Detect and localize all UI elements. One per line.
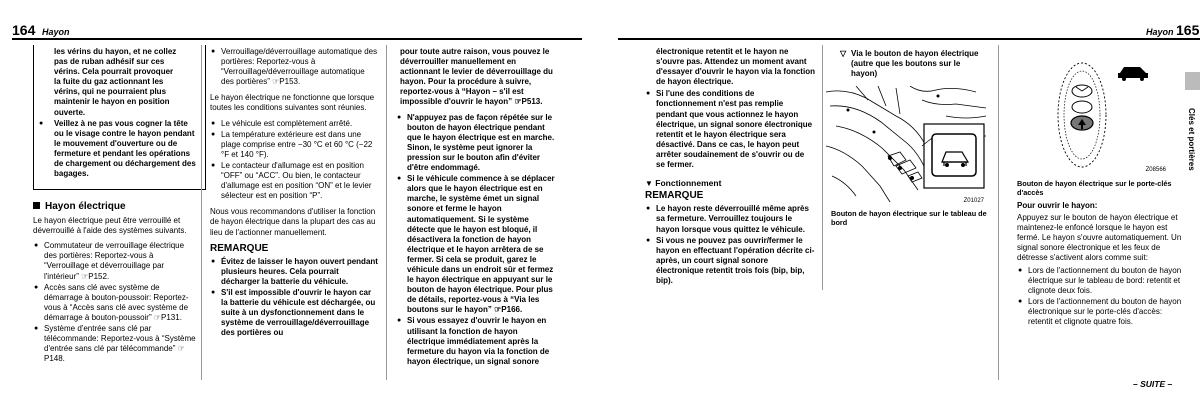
open-paragraph: Appuyez sur le bouton de hayon électrique et maintenez-le enfoncé lorsque le hayon est fermé. Le hayon s'ouvre automatiquement. Un signal sonore électronique et les feux de détresse s'activent alors comme suit: (1017, 213, 1182, 263)
side-tab-label: Clés et portières (1187, 108, 1196, 171)
warning-box (33, 45, 206, 190)
dashboard-figure (826, 86, 988, 204)
warning-line: les vérins du hayon, et ne collez (54, 47, 177, 56)
conditions-list (210, 119, 378, 202)
list-item: ● Système d'entrée sans clé par télécommande: Reportez-vous à “Système d'entrée sans clé par télécommande” ☞P148. (33, 324, 196, 364)
auto-lock-list (210, 47, 378, 87)
list-item: ● La température extérieure est dans une plage comprise entre −30 °C et 60 °C (−22 °F et 140 °F). (210, 130, 378, 160)
subsection-heading (645, 178, 815, 189)
remarque-heading: REMARQUE (645, 190, 704, 202)
continue-marker: – SUITE – (1133, 379, 1173, 389)
triangle-outline-icon: ▽ (840, 49, 847, 58)
right-page-number: 165 (1176, 22, 1200, 38)
keyfob-illustration (1012, 57, 1176, 173)
list-item: ● Si l'une des conditions de fonctionnement n'est pas remplie pendant que vous actionnez le hayon électrique, un signal sonore électronique retentit et le hayon électrique sera désactivé. Dans ce cas, le hayon peut arrêter soudainement de s'ouvrir ou de se fermer. (645, 89, 815, 170)
keyfob-figure (1012, 57, 1176, 173)
column-divider (822, 45, 823, 290)
list-item: ● Si le véhicule commence à se déplacer alors que le hayon électrique est en marche, le système émet un signal sonore et ferme le hayon automatiquement. Si le système détecte que le hayon est bloqué, il désactivera la fonction de hayon électrique et le hayon arrêtera de se fermer. Si cela se produit, garez le véhicule dans un endroit sûr et fermez le hayon électrique en appuyant sur le bouton de hayon électrique. Pour plus de détails, reportez-vous à “Via les boutons sur le hayon” ☞P166. (396, 174, 556, 315)
continued-paragraph: électronique retentit et le hayon ne s'ouvre pas. Attendez un moment avant d'essayer d'ouvrir le hayon via la fonction de hayon électrique. (656, 47, 815, 87)
column-divider (386, 45, 387, 380)
remarque-list (645, 204, 815, 286)
remarque-list-continued (396, 113, 556, 367)
left-column-3 (396, 47, 556, 368)
warning-line: vérins. Cela pourrait provoquer (54, 67, 174, 77)
warning-line: ouverte. (54, 107, 86, 117)
warning-line: vérins, qui ne pourraient plus (54, 87, 167, 97)
left-header-rule (12, 38, 582, 40)
section-heading (33, 202, 196, 212)
subsection-heading-text: Fonctionnement (655, 178, 722, 189)
right-header-rule (618, 38, 1200, 40)
conditions-intro: Le hayon électrique ne fonctionne que lorsque toutes les conditions suivantes sont réunies. (210, 93, 375, 113)
conditions-warning-list (645, 89, 815, 170)
intro-paragraph: Le hayon électrique peut être verrouillé et déverrouillé à l'aide des systèmes suivants. (33, 216, 187, 236)
column-divider (998, 45, 999, 380)
left-page-number: 164 (12, 22, 36, 38)
left-column-1 (33, 196, 196, 365)
side-tab (1185, 72, 1200, 90)
list-item: ● Lors de l'actionnement du bouton de hayon électronique sur le porte-clés d'accès: retentit et clignote quatre fois. (1017, 297, 1182, 327)
figure-caption: Bouton de hayon électrique sur le tableau de bord (831, 209, 987, 227)
warning-line: la fuite du gaz actionnant les (54, 77, 164, 87)
left-column-2 (210, 47, 378, 339)
warning-line: maintenir le hayon en position (54, 97, 170, 107)
list-item: ● Commutateur de verrouillage électrique des portières: Reportez-vous à “Verrouillage et déverrouillage par l'intérieur” ☞P152. (33, 241, 196, 281)
square-bullet-icon (33, 202, 40, 209)
lock-systems-list (33, 241, 196, 364)
triangle-icon: ▼ (645, 179, 653, 189)
column-divider (201, 45, 202, 380)
list-item: ● N'appuyez pas de façon répétée sur le bouton de hayon électrique pendant que le hayon électrique est en marche. Sinon, le système peut ignorer la pression sur le bouton afin d'éviter d'être endommagé. (396, 113, 556, 174)
dashboard-illustration (826, 86, 988, 204)
list-item: ● Si vous essayez d'ouvrir le hayon en utilisant la fonction de hayon électrique immédiatement après la fermeture du hayon via la fonction de hayon électrique, un signal sonore (396, 316, 556, 366)
list-item: ● Le contacteur d'allumage est en position “OFF” ou “ACC”. Ou bien, le contacteur d'allumage est en position “ON” et le levier sélecteur est en position “P”. (210, 161, 378, 201)
right-page-title: Hayon (1146, 27, 1174, 37)
remarque-heading: REMARQUE (210, 242, 269, 254)
figure-code: Z01027 (963, 198, 984, 204)
manual-release-paragraph: pour toute autre raison, vous pouvez le déverrouiller manuellement en actionnant le levier de déverrouillage du hayon. Pour la procédure à suivre, reportez-vous à “Hayon – s'il est impossible d'ouvrir le hayon” ☞P513. (400, 47, 553, 107)
figure-heading (840, 49, 988, 79)
warning-bullet-list (38, 119, 199, 180)
list-item: ● Évitez de laisser le hayon ouvert pendant plusieurs heures. Cela pourrait décharger la batterie du véhicule. (210, 257, 378, 287)
list-item: ● Le véhicule est complètement arrêté. (210, 119, 378, 129)
list-item: ● Le hayon reste déverrouillé même après sa fermeture. Verrouillez toujours le hayon lorsque vous quittez le véhicule. (645, 204, 815, 234)
list-item: ● S'il est impossible d'ouvrir le hayon car la batterie du véhicule est déchargée, ou suite à un dysfonctionnement dans le système de verrouillage/déverrouillage des portières ou (210, 288, 378, 338)
right-column-3 (1017, 201, 1182, 328)
figure-heading-text: Via le bouton de hayon électrique (autre que les boutons sur le hayon) (851, 49, 979, 79)
open-signal-list (1017, 266, 1182, 328)
section-heading-text: Hayon électrique (45, 201, 126, 212)
figure-code: Z08566 (1145, 167, 1166, 173)
warning-continued-text (38, 47, 199, 118)
list-item: ● Si vous ne pouvez pas ouvrir/fermer le hayon en effectuant l'opération décrite ci-après, un court signal sonore électronique retentit trois fois (bip, bip, bip). (645, 236, 815, 286)
figure-caption: Bouton de hayon électrique sur le porte-clés d'accès (1017, 179, 1172, 197)
warning-line: pas de ruban adhésif sur ces (54, 57, 165, 67)
right-column-1 (645, 47, 815, 287)
list-item: ● Lors de l'actionnement du bouton de hayon électrique sur le tableau de bord: retentit et clignote deux fois. (1017, 266, 1182, 296)
left-page-title: Hayon (42, 27, 70, 37)
remarque-list (210, 257, 378, 339)
warning-bullet: ● Veillez à ne pas vous cogner la tête ou le visage contre le hayon pendant le mouvement d'ouverture ou de fermeture et pendant les opérations de chargement ou déchargement des bagages. (38, 119, 199, 180)
recommendation-paragraph: Nous vous recommandons d'utiliser la fonction de hayon électrique dans la plupart des cas au lieu de l'actionner manuellement. (210, 207, 376, 237)
open-heading: Pour ouvrir le hayon: (1017, 201, 1098, 210)
list-item: ● Verrouillage/déverrouillage automatique des portières: Reportez-vous à “Verrouillage/déverrouillage automatique des portières” ☞P153. (210, 47, 378, 87)
list-item: ● Accès sans clé avec système de démarrage à bouton-poussoir: Reportez-vous à “Accès sans clé avec système de démarrage à bouton-poussoir” ☞P131. (33, 283, 196, 323)
